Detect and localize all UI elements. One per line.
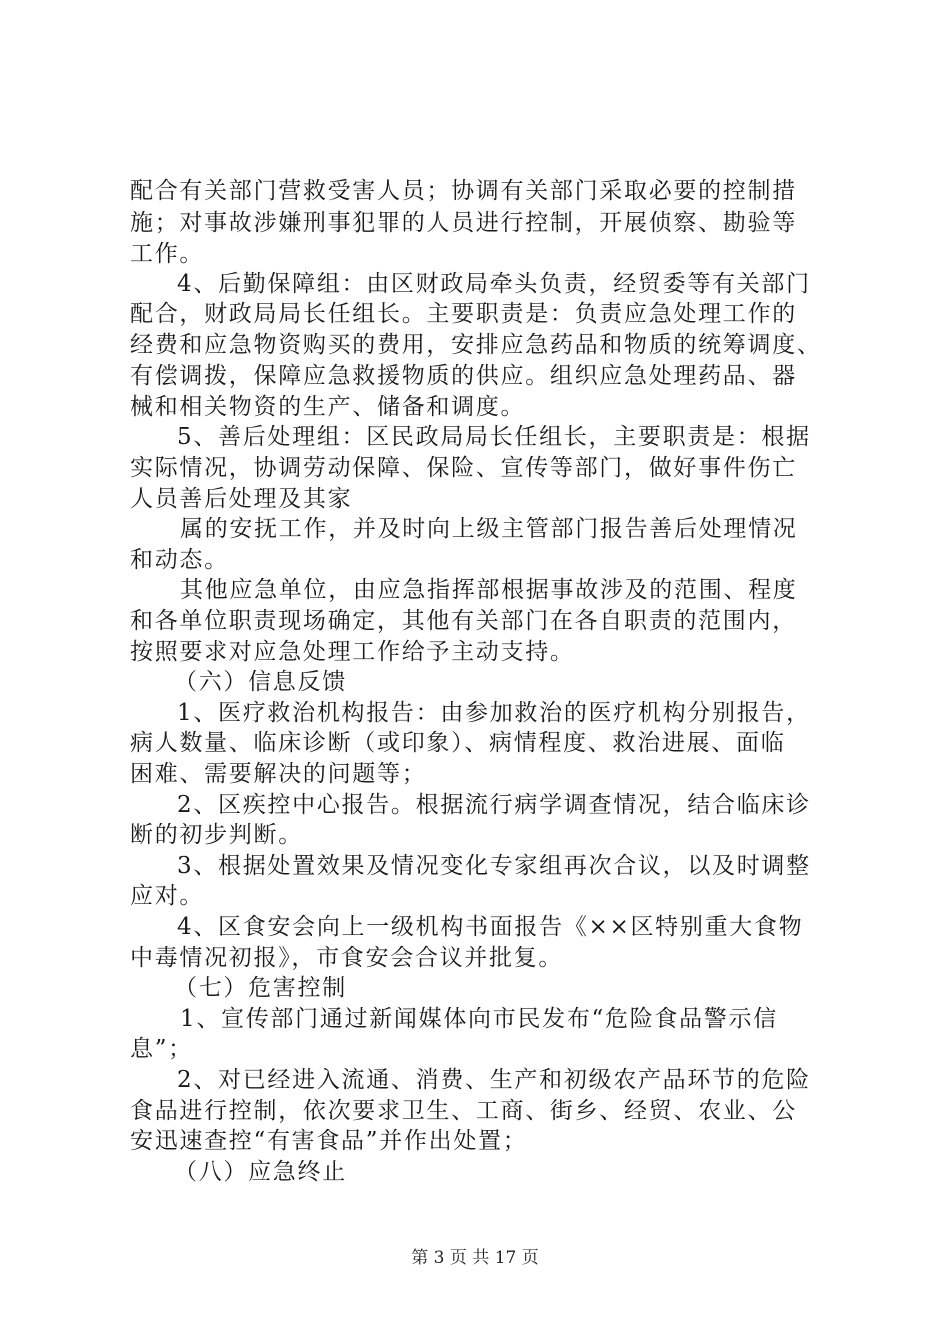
body-text-line: 病人数量、临床诊断（或印象）、病情程度、救治进展、面临 (130, 730, 786, 756)
body-text-line: 工作。 (130, 241, 205, 267)
body-text-line: 2、区疾控中心报告。根据流行病学调查情况，结合临床诊 (177, 792, 811, 818)
body-text-line: 息”； (130, 1036, 193, 1062)
body-text-line: 经费和应急物资购买的费用，安排应急药品和物质的统筹调度、 (130, 332, 822, 358)
body-text-line: 人员善后处理及其家 (130, 486, 353, 512)
body-text-line: 属的安抚工作，并及时向上级主管部门报告善后处理情况 (180, 516, 798, 542)
body-text-line: 施；对事故涉嫌刑事犯罪的人员进行控制，开展侦察、勘验等 (130, 210, 797, 236)
body-text-line: 4、区食安会向上一级机构书面报告《××区特别重大食物 (177, 914, 804, 940)
page-number-footer: 第 3 页 共 17 页 (411, 1248, 539, 1268)
body-text-line: 安迅速查控“有害食品”并作出处置； (130, 1128, 528, 1154)
body-text-line: 实际情况，协调劳动保障、保险、宣传等部门，做好事件伤亡 (130, 455, 797, 481)
body-text-line: 1、医疗救治机构报告：由参加救治的医疗机构分别报告， (177, 700, 811, 726)
body-text-line: 4、后勤保障组：由区财政局牵头负责，经贸委等有关部门 (177, 271, 811, 297)
body-text-line: 配合，财政局局长任组长。主要职责是：负责应急处理工作的 (130, 301, 797, 327)
body-text-line: 有偿调拨，保障应急救援物质的供应。组织应急处理药品、器 (130, 363, 797, 389)
body-text-line: 按照要求对应急处理工作给予主动支持。 (130, 639, 575, 665)
body-text-line: 应对。 (130, 883, 205, 909)
body-text-line: 械和相关物资的生产、储备和调度。 (130, 394, 526, 420)
section-heading: （七）危害控制 (174, 975, 347, 1001)
body-text-line: 和各单位职责现场确定，其他有关部门在各自职责的范围内， (130, 608, 797, 634)
body-text-line: 食品进行控制，依次要求卫生、工商、街乡、经贸、农业、公 (130, 1098, 797, 1124)
section-heading: （六）信息反馈 (174, 669, 347, 695)
body-text-line: 1、宣传部门通过新闻媒体向市民发布“危险食品警示信 (180, 1006, 778, 1032)
body-text-line: 中毒情况初报》，市食安会合议并批复。 (130, 945, 564, 971)
body-text-line: 3、根据处置效果及情况变化专家组再次合议，以及时调整 (177, 853, 811, 879)
body-text-line: 困难、需要解决的问题等； (130, 761, 427, 787)
body-text-line: 断的初步判断。 (130, 822, 303, 848)
body-text-line: 其他应急单位，由应急指挥部根据事故涉及的范围、程度 (180, 577, 798, 603)
body-text-line: 配合有关部门营救受害人员；协调有关部门采取必要的控制措 (130, 178, 797, 204)
body-text-line: 5、善后处理组：区民政局局长任组长，主要职责是：根据 (177, 424, 811, 450)
section-heading: （八）应急终止 (174, 1159, 347, 1185)
body-text-line: 和动态。 (130, 547, 229, 573)
body-text-line: 2、对已经进入流通、消费、生产和初级农产品环节的危险 (177, 1067, 811, 1093)
